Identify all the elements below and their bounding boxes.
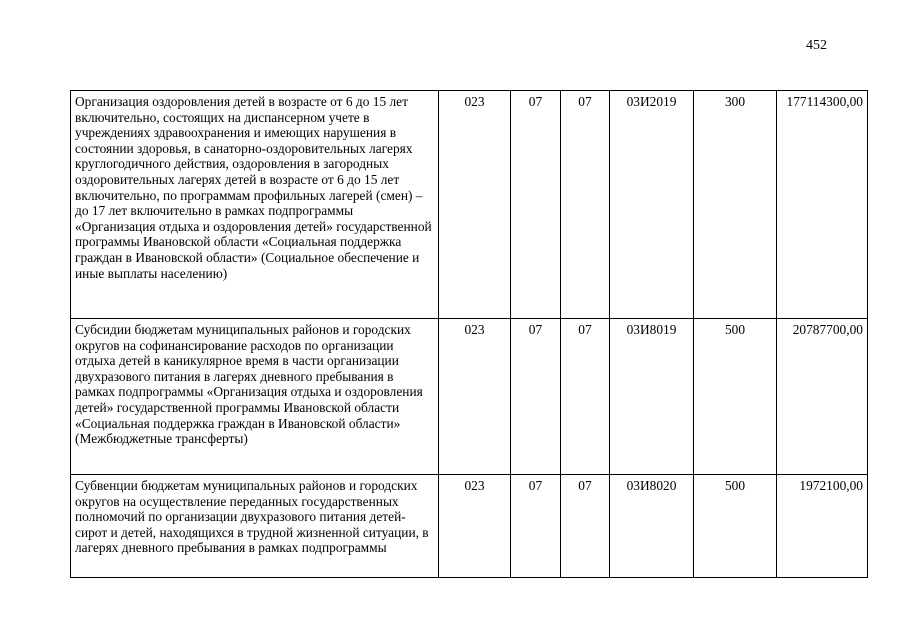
subsection-code: 07 bbox=[561, 91, 610, 319]
row-description: Организация оздоровления детей в возрасте от 6 до 15 лет включительно, состоящих на диспансерном учете в учреждениях здравоохранения и имеющих нарушения в состоянии здоровья, в санаторно-оздоровительных лагерях круглогодичного действия, оздоровления в загородных оздоровительных лагерях детей в возрасте от 6 до 15 лет включительно, по программам профильных лагерей (смен) – до 17 лет включительно в рамках подпрограммы «Организация отдыха и оздоровления детей» государственной программы Ивановской области «Социальная поддержка граждан в Ивановской области» (Социальное обеспечение и иные выплаты населению) bbox=[71, 91, 439, 319]
expense-type-code: 500 bbox=[694, 475, 777, 578]
table-row bbox=[71, 91, 868, 319]
target-article-code: 03И8020 bbox=[610, 475, 694, 578]
subsection-code: 07 bbox=[561, 319, 610, 475]
table-row bbox=[71, 319, 868, 475]
budget-table bbox=[70, 90, 868, 578]
ministry-code: 023 bbox=[439, 319, 511, 475]
target-article-code: 03И2019 bbox=[610, 91, 694, 319]
expense-type-code: 300 bbox=[694, 91, 777, 319]
section-code: 07 bbox=[511, 319, 561, 475]
row-description: Субсидии бюджетам муниципальных районов и городских округов на софинансирование расходов по организации отдыха детей в каникулярное время в части организации двухразового питания в лагерях дневного пребывания в рамках подпрограммы «Организация отдыха и оздоровления детей» государственной программы Ивановской области «Социальная поддержка граждан в Ивановской области» (Межбюджетные трансферты) bbox=[71, 319, 439, 475]
page-number: 452 bbox=[806, 38, 827, 53]
amount: 1972100,00 bbox=[777, 475, 868, 578]
table-row bbox=[71, 475, 868, 578]
target-article-code: 03И8019 bbox=[610, 319, 694, 475]
section-code: 07 bbox=[511, 91, 561, 319]
ministry-code: 023 bbox=[439, 475, 511, 578]
amount: 20787700,00 bbox=[777, 319, 868, 475]
amount: 177114300,00 bbox=[777, 91, 868, 319]
subsection-code: 07 bbox=[561, 475, 610, 578]
section-code: 07 bbox=[511, 475, 561, 578]
expense-type-code: 500 bbox=[694, 319, 777, 475]
ministry-code: 023 bbox=[439, 91, 511, 319]
row-description: Субвенции бюджетам муниципальных районов и городских округов на осуществление переданных государственных полномочий по организации двухразового питания детей-сирот и детей, находящихся в трудной жизненной ситуации, в лагерях дневного пребывания в рамках подпрограммы bbox=[71, 475, 439, 578]
